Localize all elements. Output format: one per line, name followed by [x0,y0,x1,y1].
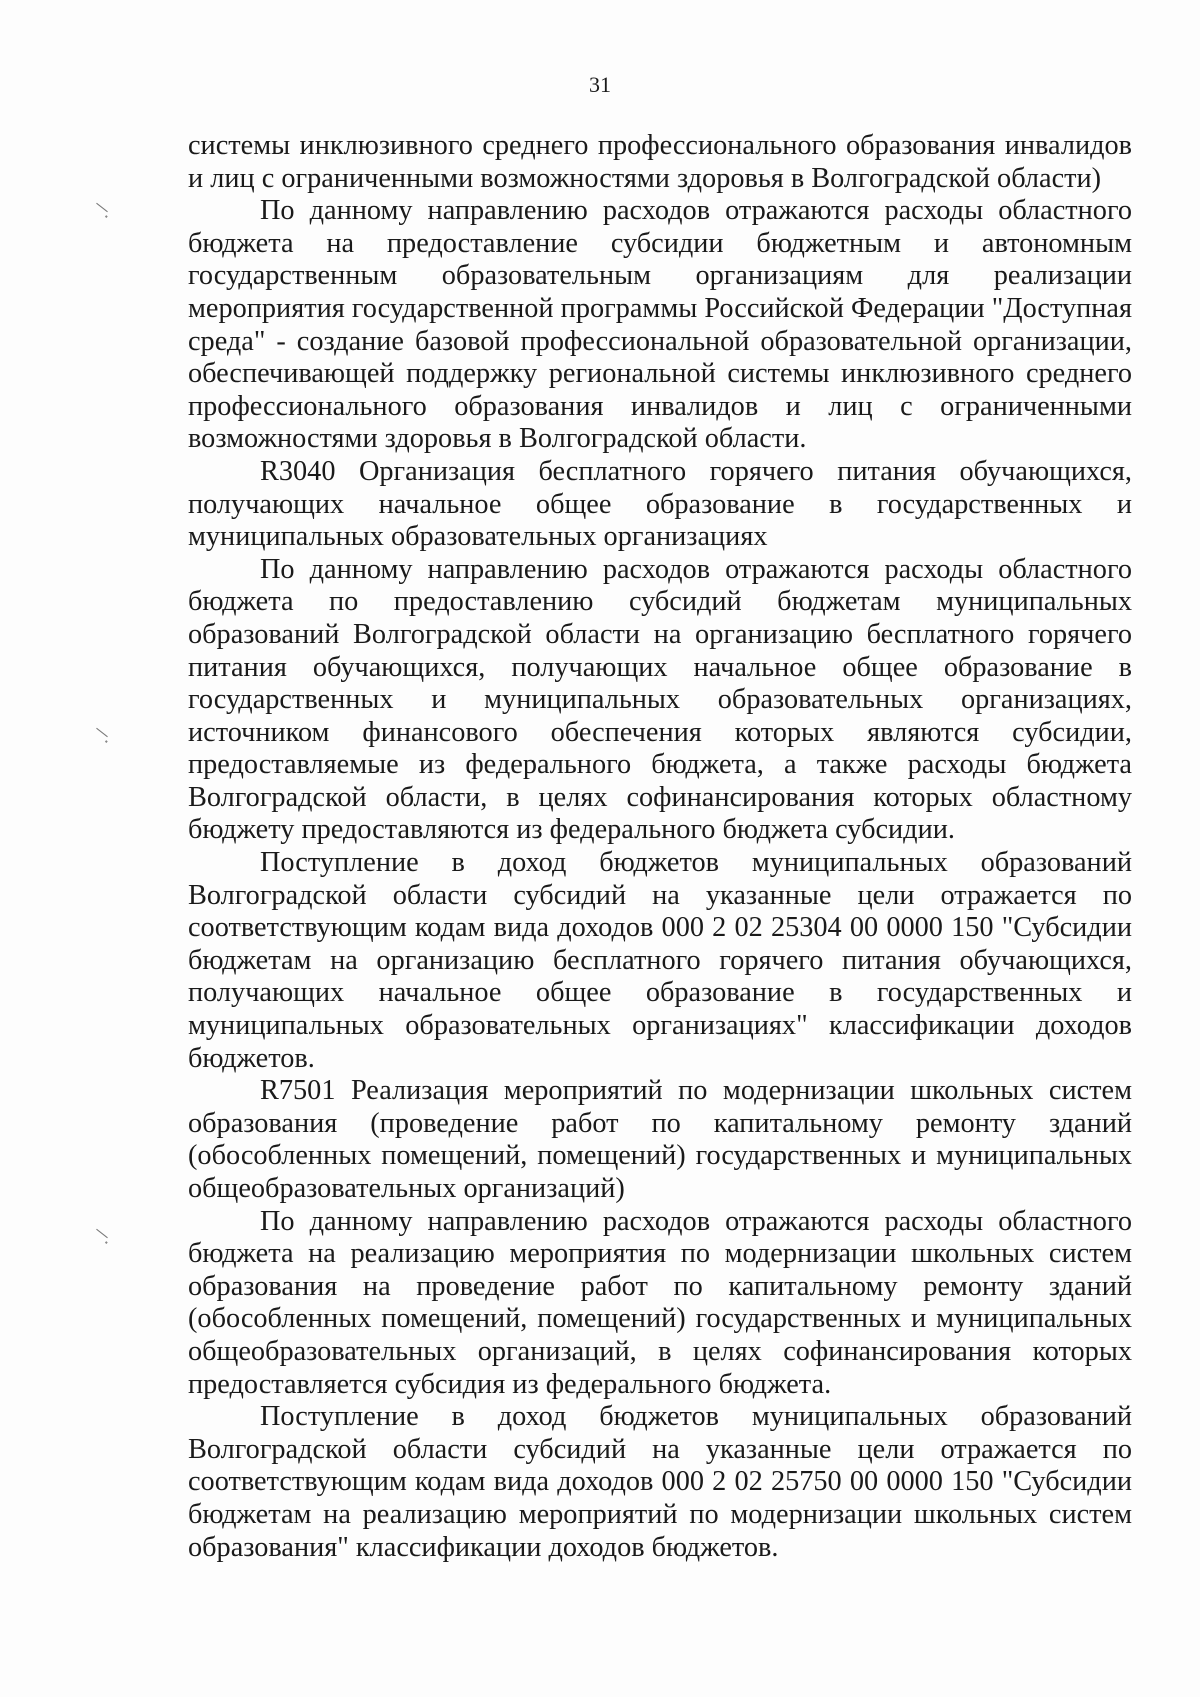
paragraph: По данному направлению расходов отражаются расходы областного бюджета на реализацию мероприятия по модернизации школьных систем образования на проведение работ по капитальному ремонту зданий (обособленных помещений, помещений) государственных и муниципальных общеобразовательных организаций, в целях софинансирования которых предоставляется субсидия из федерального бюджета. [188,1205,1132,1400]
paragraph: Поступление в доход бюджетов муниципальных образований Волгоградской области субсидий на указанные цели отражается по соответствующим кодам вида доходов 000 2 02 25304 00 0000 150 "Субсидии бюджетам на организацию бесплатного горячего питания обучающихся, получающих начальное общее образование в государственных и муниципальных образовательных организациях" классификации доходов бюджетов. [188,847,1132,1074]
document-body [188,130,1132,1564]
section-heading: R7501 Реализация мероприятий по модернизации школьных систем образования (проведение работ по капитальному ремонту зданий (обособленных помещений, помещений) государственных и муниципальных общеобразовательных организаций) [188,1075,1132,1204]
paragraph: По данному направлению расходов отражаются расходы областного бюджета на предоставление субсидии бюджетным и автономным государственным образовательным организациям для реализации мероприятия государственной программы Российской Федерации "Доступная среда" - создание базовой профессиональной образовательной организации, обеспечивающей поддержку региональной системы инклюзивного среднего профессионального образования инвалидов и лиц с ограниченными возможностями здоровья в Волгоградской области. [188,195,1132,455]
paragraph: системы инклюзивного среднего профессионального образования инвалидов и лиц с ограниченными возможностями здоровья в Волгоградской области) [188,130,1132,194]
paragraph: Поступление в доход бюджетов муниципальных образований Волгоградской области субсидий на указанные цели отражается по соответствующим кодам вида доходов 000 2 02 25750 00 0000 150 "Субсидии бюджетам на реализацию мероприятий по модернизации школьных систем образования" классификации доходов бюджетов. [188,1401,1132,1563]
section-heading: R3040 Организация бесплатного горячего питания обучающихся, получающих начальное общее образование в государственных и муниципальных образовательных организациях [188,455,1132,553]
scan-mark [96,1229,108,1238]
scan-mark [96,203,108,212]
paragraph: По данному направлению расходов отражаются расходы областного бюджета по предоставлению субсидий бюджетам муниципальных образований Волгоградской области на организацию бесплатного горячего питания обучающихся, получающих начальное общее образование в государственных и муниципальных образовательных организациях, источником финансового обеспечения которых являются субсидии, предоставляемые из федерального бюджета, а также расходы бюджета Волгоградской области, в целях софинансирования которых областному бюджету предоставляются из федерального бюджета субсидии. [188,553,1132,846]
scan-mark [96,728,108,737]
page-number: 31 [589,72,611,97]
